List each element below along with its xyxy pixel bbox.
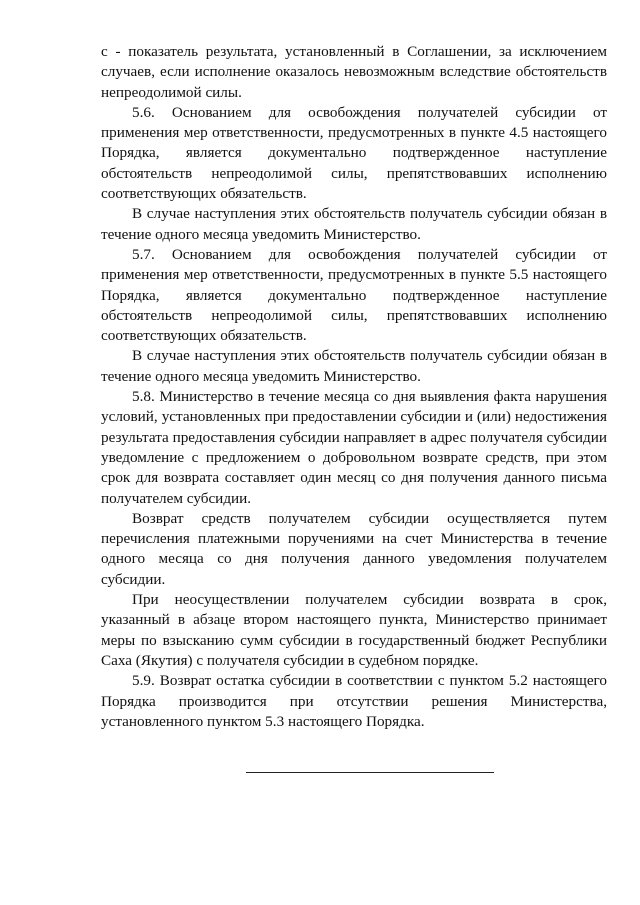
- paragraph-5-5-continuation: с - показатель результата, установленный в Соглашении, за исключением случаев, если исполнение оказалось невозможным вследствие обстоятельств непреодолимой силы.: [101, 43, 607, 101]
- paragraph-5-9: 5.9. Возврат остатка субсидии в соответствии с пунктом 5.2 настоящего Порядка производится при отсутствии решения Министерства, установленного пунктом 5.3 настоящего Порядка.: [101, 672, 607, 730]
- paragraph-5-7-notice: В случае наступления этих обстоятельств получатель субсидии обязан в течение одного месяца уведомить Министерство.: [101, 347, 607, 385]
- paragraph-5-6: 5.6. Основанием для освобождения получателей субсидии от применения мер ответственности, предусмотренных в пункте 4.5 настоящего Порядка, является документально подтвержденное наступление обстоятельств непреодолимой силы, препятствовавших исполнению соответствующих обязательств.: [101, 103, 607, 203]
- end-of-document-rule: [246, 772, 494, 773]
- paragraph-5-8: 5.8. Министерство в течение месяца со дня выявления факта нарушения условий, установленных при предоставлении субсидии и (или) недостижения результата предоставления субсидии направляет в адрес получателя субсидии уведомление с предложением о добровольном возврате средств, при этом срок для возврата составляет один месяц со дня получения данного письма получателем субсидии.: [101, 388, 607, 507]
- paragraph-5-7: 5.7. Основанием для освобождения получателей субсидии от применения мер ответственности, предусмотренных в пункте 5.5 настоящего Порядка, является документально подтвержденное наступление обстоятельств непреодолимой силы, препятствовавших исполнению соответствующих обязательств.: [101, 245, 607, 345]
- paragraph-5-8-enforcement: При неосуществлении получателем субсидии возврата в срок, указанный в абзаце втором настоящего пункта, Министерство принимает меры по взысканию сумм субсидии в государственный бюджет Республики Саха (Якутия) с получателя субсидии в судебном порядке.: [101, 591, 607, 669]
- document-body: [101, 42, 607, 732]
- paragraph-5-6-notice: В случае наступления этих обстоятельств получатель субсидии обязан в течение одного месяца уведомить Министерство.: [101, 205, 607, 243]
- paragraph-5-8-return: Возврат средств получателем субсидии осуществляется путем перечисления платежными поручениями на счет Министерства в течение одного месяца со дня получения данного уведомления получателем субсидии.: [101, 509, 607, 588]
